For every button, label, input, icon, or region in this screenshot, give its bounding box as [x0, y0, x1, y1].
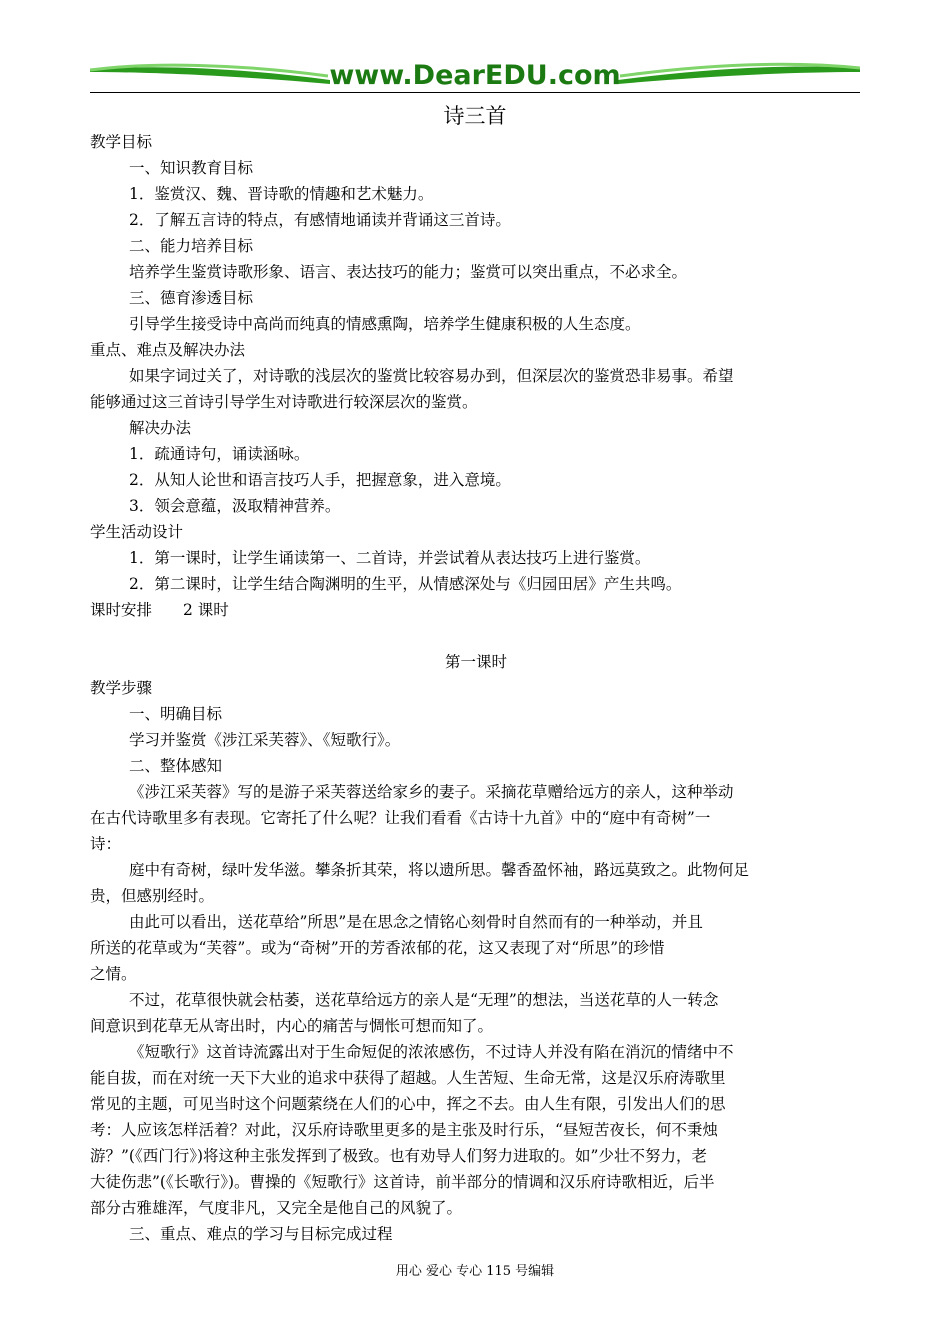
document-body — [90, 129, 862, 1247]
paragraph-line: 在古代诗歌里多有表现。它寄托了什么呢？让我们看看《古诗十九首》中的“庭中有奇树”一 — [90, 809, 711, 827]
document-title: 诗三首 — [443, 104, 507, 128]
subsection-heading: 二、能力培养目标 — [129, 237, 254, 255]
list-item: 1．第一课时，让学生诵读第一、二首诗，并尝试着从表达技巧上进行鉴赏。 — [129, 549, 651, 567]
paragraph-line: 间意识到花草无从寄出时，内心的痛苦与惆怅可想而知了。 — [90, 1017, 494, 1035]
paragraph-line: 诗： — [90, 835, 122, 853]
paragraph-line: 部分古雅雄浑，气度非凡，又完全是他自己的风貌了。 — [90, 1199, 463, 1217]
subsection-heading: 解决办法 — [129, 419, 192, 437]
site-banner — [90, 58, 860, 94]
paragraph-line: 之情。 — [90, 965, 137, 983]
list-item: 2．从知人论世和语言技巧人手，把握意象，进入意境。 — [129, 471, 511, 489]
section-heading: 教学步骤 — [90, 679, 153, 697]
site-logo-text: www.DearEDU.com — [329, 60, 621, 91]
paragraph-line: 培养学生鉴赏诗歌形象、语言、表达技巧的能力；鉴赏可以突出重点，不必求全。 — [129, 263, 688, 281]
subsection-heading: 一、明确目标 — [129, 705, 223, 723]
paragraph-line: 《短歌行》这首诗流露出对于生命短促的浓浓感伤，不过诗人并没有陷在消沉的情绪中不 — [129, 1043, 734, 1061]
paragraph-line: 引导学生接受诗中高尚而纯真的情感熏陶，培养学生健康积极的人生态度。 — [129, 315, 641, 333]
section-heading: 学生活动设计 — [90, 523, 184, 541]
paragraph-line: 能够通过这三首诗引导学生对诗歌进行较深层次的鉴赏。 — [90, 393, 478, 411]
subsection-heading: 三、德育渗透目标 — [129, 289, 254, 307]
paragraph-line: 考：人应该怎样活着？对此，汉乐府诗歌里更多的是主张及时行乐，“昼短苦夜长，何不秉烛 — [90, 1121, 718, 1139]
list-item: 3．领会意蕴，汲取精神营养。 — [129, 497, 341, 515]
paragraph-line: 大徒伤悲”(《长歌行》)。曹操的《短歌行》这首诗，前半部分的情调和汉乐府诗歌相近，后半 — [90, 1173, 715, 1191]
section-heading: 重点、难点及解决办法 — [90, 341, 246, 359]
page-footer: 用心 爱心 专心 115 号编辑 — [395, 1264, 555, 1279]
paragraph-line: 如果字词过关了，对诗歌的浅层次的鉴赏比较容易办到，但深层次的鉴赏恐非易事。希望 — [129, 367, 734, 385]
paragraph-line: 常见的主题，可见当时这个问题萦绕在人们的心中，挥之不去。由人生有限，引发出人们的思 — [90, 1095, 726, 1113]
paragraph-line: 能自拔，而在对统一天下大业的追求中获得了超越。人生苦短、生命无常，这是汉乐府涛歌里 — [90, 1069, 726, 1087]
subsection-heading: 一、知识教育目标 — [129, 159, 254, 177]
paragraph-line: 《涉江采芙蓉》写的是游子采芙蓉送给家乡的妻子。采摘花草赠给远方的亲人，这种举动 — [129, 783, 734, 801]
subsection-heading: 二、整体感知 — [129, 757, 223, 775]
list-item: 2．第二课时，让学生结合陶渊明的生平，从情感深处与《归园田居》产生共鸣。 — [129, 575, 682, 593]
list-item: 2．了解五言诗的特点，有感情地诵读并背诵这三首诗。 — [129, 211, 511, 229]
paragraph-line: 学习并鉴赏《涉江采芙蓉》、《短歌行》。 — [129, 731, 401, 749]
paragraph-line: 游？”(《西门行》)将这种主张发挥到了极致。也有劝导人们努力进取的。如”少壮不努力，老 — [90, 1147, 707, 1165]
poem-line: 贵，但感别经时。 — [90, 887, 215, 905]
poem-line: 庭中有奇树，绿叶发华滋。攀条折其荣，将以遗所思。馨香盈怀袖，路远莫致之。此物何足 — [129, 861, 750, 879]
lesson-heading: 第一课时 — [444, 653, 507, 671]
list-item: 1．疏通诗句，诵读涵咏。 — [129, 445, 310, 463]
paragraph-line: 所送的花草或为“芙蓉”。或为“奇树”开的芳香浓郁的花，这又表现了对“所思”的珍惜 — [90, 939, 665, 957]
list-item: 1．鉴赏汉、魏、晋诗歌的情趣和艺术魅力。 — [129, 185, 434, 203]
paragraph-line: 不过，花草很快就会枯萎，送花草给远方的亲人是“无理”的想法，当送花草的人一转念 — [129, 991, 719, 1009]
section-heading: 教学目标 — [90, 133, 153, 151]
header-rule — [90, 92, 860, 93]
paragraph-line: 由此可以看出，送花草给”所思”是在思念之情铭心刻骨时自然而有的一种举动，并且 — [129, 913, 703, 931]
schedule-line: 课时安排 2 课时 — [90, 601, 229, 619]
subsection-heading: 三、重点、难点的学习与目标完成过程 — [129, 1225, 393, 1243]
